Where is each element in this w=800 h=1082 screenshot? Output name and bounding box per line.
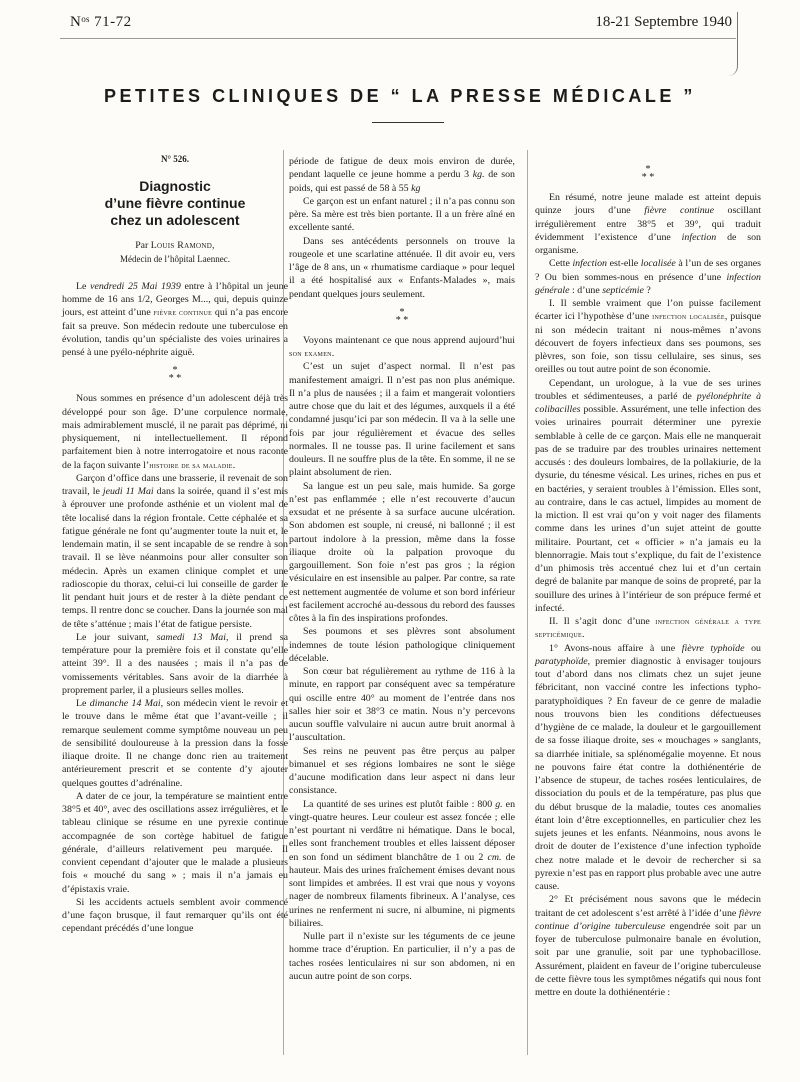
body-paragraph: I. Il semble vraiment que l’on puisse facilement écarter ici l’hypothèse d’une infection localisée, puisque ni son médecin traitant ni nous-mêmes n’avons découvert de foyers infectieux dans ses poumons, ses plèvres, son foie, son tissu cellulaire, ses sinus, ses oreilles ou tout autre point de son économie. (535, 298, 761, 376)
body-paragraph: Cette infection est-elle localisée à l’un de ses organes ? Ou bien sommes-nous en présence d’une infection générale : d’une septicémie ? (535, 258, 761, 296)
author-prefix: Par (135, 240, 149, 252)
title-line: chez un adolescent (110, 212, 240, 229)
body-paragraph: Nulle part il n’existe sur les téguments de ce jeune homme trace d’éruption. En particulier, il n’y a pas de taches rosées lenticulaires ni sur son abdomen, ni en aucun autre point de son corps. (289, 931, 515, 982)
body-paragraph: Ses reins ne peuvent pas être perçus au palper bimanuel et ses régions lombaires ne sont le siège d’aucune modification dans leur aspect ni dans leur consistance. (289, 745, 515, 797)
column-2 (289, 155, 515, 983)
section-separator: * * * (168, 365, 182, 385)
article-title (62, 178, 288, 229)
banner-rule (372, 122, 444, 123)
header-issue: Nᵒˢ 71-72 (70, 14, 132, 30)
banner-title: PETITES CLINIQUES DE “ LA PRESSE MÉDICALE ” (104, 86, 696, 106)
title-line: Diagnostic (139, 178, 211, 195)
author-affiliation: Médecin de l’hôpital Laennec. (120, 253, 230, 264)
body-paragraph: A dater de ce jour, la température se maintient entre 38°5 et 40°, avec des oscillations assez irrégulières, et le tableau clinique se résume en une pyrexie continue accompagnée de son cortège habituel de fatigue générale, d’ailleurs relativement peu marquée. Il convient cependant d’ajouter que le malade a plusieurs fois « mouché du sang » ; mais il n’a jamais eu d’épistaxis vraie. (62, 790, 288, 895)
body-paragraph: Cependant, un urologue, à la vue de ses urines troubles et sédimenteuses, a parlé de pyélonéphrite à colibacilles possible. Assurément, une telle infection des voies urinaires pourrait déterminer une pyrexie semblable à celle de ce garçon. Mais elle ne manquerait pas de se traduire par des troubles urinaires nettement accusés : des douleurs lombaires, de la pollakiurie, de la dysurie, du ténesme vésical. Les urines, riches en pus et en bactéries, y seraient troubles à l’émission. Elles sont, au contraire, dans le cas actuel, limpides au moment de la miction. Il est vrai qu’on y voit nager des filaments comme dans les urines d’un sujet atteint de goutte militaire. Pourtant, cet « officier » n’a jamais eu la blennorragie. Mais tout s’explique, du fait de l’existence d’un phimosis très accentué chez lui et d’un certain degré de balanite par manque de soins de propreté, par la souillure des urines à l’intérieur de son prépuce fermé et infecté. (535, 377, 762, 614)
body-paragraph: En résumé, notre jeune malade est atteint depuis quinze jours d’une fièvre continue oscillant irrégulièrement entre 38°5 et 39°, qui traduit évidemment l’existence d’une infection de son organisme. (535, 192, 761, 256)
column-3 (535, 158, 761, 999)
byline (62, 239, 288, 252)
column-1-body (62, 280, 288, 936)
author-name: Louis Ramond, (150, 240, 215, 252)
body-paragraph: période de fatigue de deux mois environ de durée, pendant laquelle ce jeune homme a perdu 3 kg. de son poids, qui est passé de 58 à 55 kg (289, 156, 515, 194)
body-paragraph: 1° Avons-nous affaire à une fièvre typhoïde ou paratyphoïde, premier diagnostic à envisager toujours tout d’abord dans nos climats chez un sujet jeune fébricitant, non vacciné contre les infections typho-paratyphoïdiques ? En faveur de ce genre de maladie nous trouvons bien les conditions défectueuses d’hygiène de ce malade, la douleur et le gargouillement de sa fosse iliaque droite, ses « mouchages » sanglants, sa diarrhée initiale, sa splénomégalie moyenne. Et nous ne pouvons faire état contre la dothiénentérie de l’absence de stupeur, de taches rosées lenticulaires, de dissociation du pouls et de la température, pas plus que du début brusque de la maladie, toutes ces anomalies étant loin d’être exceptionnelles, en particulier chez les sujets jeunes et les enfants. Néanmoins, nous avons le droit de douter de l’existence d’une infection typhoïde chez notre malade et le devoir de rechercher si sa pyrexie n’est pas en rapport plus probable avec une autre cause. (535, 642, 761, 892)
section-separator: * * * (395, 306, 409, 326)
section-separator: * * * (641, 164, 655, 183)
body-paragraph: Le jour suivant, samedi 13 Mai, il prend sa température pour la première fois et il constate qu’elle atteint 39°. Il a des nausées ; mais il n’a pas de vomissements véritables. Sans avoir de la diarrhée à proprement parler, il a plusieurs selles molles. (62, 631, 288, 696)
body-paragraph: Voyons maintenant ce que nous apprend aujourd’hui son examen. (289, 334, 515, 359)
column-1 (62, 150, 288, 936)
body-paragraph: Le vendredi 25 Mai 1939 entre à l’hôpital un jeune homme de 16 ans 1/2, Georges M..., qui, depuis quinze jours, est atteint d’une fièvre continue qui n’a pas encore fait sa preuve. Son médecin redoute une tuberculose en évolution, tandis qu’un spécialiste des voies urinaires a pensé à une pyélo-néphrite aiguë. (62, 280, 288, 358)
body-paragraph: Nous sommes en présence d’un adolescent déjà très développé pour son âge. D’une corpulence normale, mais admirablement musclé, il ne parait pas déprimé, ni physiquement, ni intellectuellement. Il répond parfaitement bien à notre interrogatoire et nous raconte de la façon suivante l’histoire de sa maladie. (62, 393, 288, 471)
article-number: N° 526. (160, 154, 190, 164)
body-paragraph: Le dimanche 14 Mai, son médecin vient le revoir et le trouve dans le même état que l’avant-veille ; il remarque seulement comme symptôme nouveau un peu de sensibilité douloureuse à la pression dans la fosse iliaque droite. Il ne change donc rien au traitement antérieurement prescrit et se contente d’y ajouter quelques gouttes d’adrénaline. (62, 698, 288, 789)
header-rule (60, 38, 736, 39)
body-paragraph: Ses poumons et ses plèvres sont absolument indemnes de toute lésion pathologique cliniquement décelable. (289, 626, 515, 664)
header-date: 18-21 Septembre 1940 (595, 14, 732, 30)
body-paragraph: II. Il s’agit donc d’une infection générale a type septicémique. (535, 616, 761, 641)
body-paragraph: C’est un sujet d’aspect normal. Il n’est pas manifestement amaigri. Il n’est pas non plus anémique. Il n’a plus de nausées ; il a faim et mangerait volontiers autre chose que du lait et des légumes, auxquels il a été condamné jusqu’ici par son médecin. Il va à la selle une fois par jour régulièrement et évacue des selles normales. Il ne tousse pas. Il urine facilement et sans douleurs. Il ne souffre plus de la tête. En somme, il ne se plaint absolument de rien. (289, 361, 515, 479)
body-paragraph: Dans ses antécédents personnels on trouve la rougeole et une scarlatine atténuée. Il dit avoir eu, vers l’âge de 8 ans, un « rhumatisme cardiaque » pour lequel il a été hospitalisé aux « Enfants-Malades », mais pendant quelques jours seulement. (289, 235, 515, 300)
page-edge-curl (723, 12, 738, 76)
body-paragraph: Sa langue est un peu sale, mais humide. Sa gorge n’est pas enflammée ; elle n’est recouverte d’aucun exsudat et ne présente à sa surface aucune ulcération. Son abdomen est souple, ni creusé, ni ballonné ; il est partout indolore à la pression, même dans la fosse iliaque droite où la palpation provoque du gargouillement. Son foie n’est pas gros ; la région vésiculaire en est insensible au palper. Par contre, sa rate est nettement augmentée de volume et son bord inférieur est facilement accroché au-dessous du rebord des fausses côtes à la fin des inspirations profondes. (289, 480, 515, 624)
body-paragraph: Son cœur bat régulièrement au rythme de 116 à la minute, en rapport par conséquent avec sa température qui oscille entre 40° au moment de l’entrée dans nos salles hier soir et 38°3 ce matin. Nous n’y percevons aucun souffle valvulaire ni aucun autre bruit anormal à l’auscultation. (289, 666, 515, 744)
body-paragraph: Si les accidents actuels semblent avoir commencé d’une façon brusque, il faut remarquer qu’ils ont été cependant précédés d’une longue (62, 896, 288, 935)
title-line: d’une fièvre continue (104, 195, 246, 212)
body-paragraph: 2° Et précisément nous savons que le médecin traitant de cet adolescent s’est arrêté à l’idée d’une fièvre continue d’origine tuberculeuse engendrée soit par un foyer de tuberculose pulmonaire banale en évolution, soit par une granulie, soit par une typhobacillose. Assurément, plaident en faveur de l’origine tuberculeuse de cette fièvre tous les symptômes négatifs qui nous font mettre en doute la dothiénentérie : (535, 894, 761, 998)
body-paragraph: Garçon d’office dans une brasserie, il revenait de son travail, le jeudi 11 Mai dans la soirée, quand il s’est mis à éprouver une profonde asthénie et un violent mal de tête localisé dans la région frontale. Cette céphalée et sa fatigue générale ne font qu’augmenter toute la nuit et, le lendemain matin, il se sent incapable de se rendre à son travail. Il se lève néanmoins pour aller consulter son médecin. Après un examen clinique complet et une radioscopie du thorax, celui-ci lui conseille de garder le lit pendant huit jours et de rester à la diète pendant ce temps. Il rentre donc se coucher. Dans la journée son mal de tête s’atténue ; mais l’état de fatigue persiste. (62, 472, 289, 630)
column-rule-2 (527, 150, 528, 1055)
body-paragraph: Ce garçon est un enfant naturel ; il n’a pas connu son père. Sa mère est très bien portante. Il a un frère aîné en excellente santé. (289, 195, 515, 234)
body-paragraph: La quantité de ses urines est plutôt faible : 800 g. en vingt-quatre heures. Leur couleur est assez foncée ; elle n’est pourtant ni verdâtre ni hématique. Dans le bocal, elles sont franchement troubles et elles laissent déposer en son fond un sédiment blanchâtre de 1 ou 2 cm. de hauteur. Mais des urines fraîchement émises devant nous sont limpides et ambrées. Il est vrai que nous y voyons nager de nombreux filaments fibrineux. A l’analyse, ces urines ne renferment ni sucre, ni albumine, ni pigments biliaires. (289, 798, 516, 929)
